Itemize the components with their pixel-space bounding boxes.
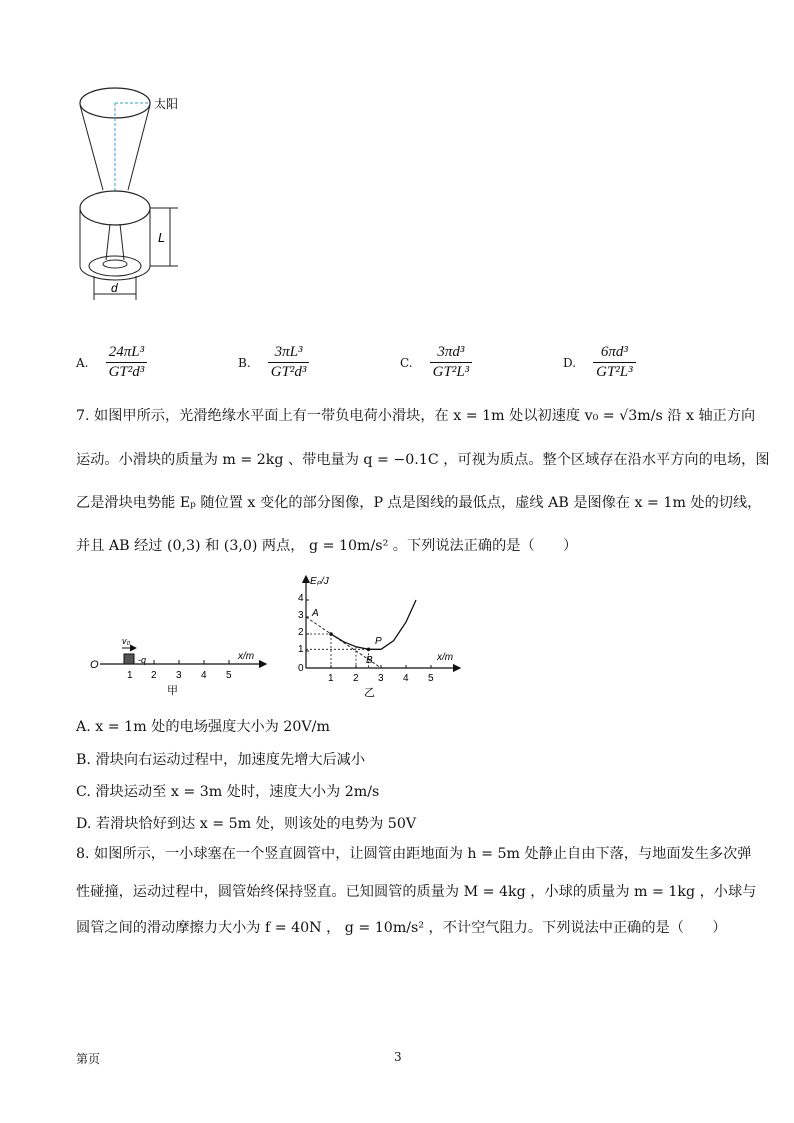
ep-curve	[331, 600, 416, 649]
x-tick-3: 3	[378, 673, 384, 684]
x-tick-2: 2	[353, 673, 359, 684]
figure-yi-chart	[290, 572, 470, 700]
q7-line-2: 运动。小滑块的质量为 m = 2kg 、带电量为 q = −0.1C ，可视为质点。整个区域存在沿水平方向的电场，图	[76, 452, 770, 468]
q7-option-d[interactable]: D. 若滑块恰好到达 x = 5m 处，则该处的电势为 50V	[76, 816, 417, 832]
sun-tube-figure	[70, 78, 210, 303]
x-tick-4: 4	[403, 673, 409, 684]
y-tick-3: 3	[298, 610, 304, 621]
origin-label: O	[90, 659, 99, 671]
q8-line-3: 圆管之间的滑动摩擦力大小为 f = 40N ， g = 10m/s² ，不计空气阻力。下列说法中正确的是（ ）	[76, 920, 727, 936]
point-b-label: B	[366, 655, 373, 666]
q7-option-a[interactable]: A. x = 1m 处的电场强度大小为 20V/m	[76, 719, 330, 735]
q6-option-d[interactable]: D. $\frac{\text{6πd³}}{\text{GT²L³}}$	[563, 344, 636, 381]
x-tick-1: 1	[328, 673, 334, 684]
tick-4: 4	[201, 670, 207, 681]
q8-line-1: 8. 如图所示，一小球塞在一个竖直圆管中，让圆管由距地面为 h = 5m 处静止自由下落，与地面发生多次弹	[76, 846, 752, 862]
tick-2: 2	[151, 670, 157, 681]
diameter-label: d	[111, 281, 118, 295]
y-tick-1: 1	[298, 644, 304, 655]
q8-line-2: 性碰撞，运动过程中，圆管始终保持竖直。已知圆管的质量为 M = 4kg ，小球的质量为 m = 1kg ，小球与	[76, 884, 757, 900]
point-a	[329, 632, 333, 636]
point-a-label: A	[312, 608, 319, 619]
figure-jia	[86, 632, 286, 697]
point-p	[367, 648, 371, 652]
tick-1: 1	[127, 670, 133, 681]
footer-left: 第页	[76, 1052, 101, 1066]
q6-option-a[interactable]: A. $\frac{\text{24πL³}}{\text{GT²d³}}$	[76, 344, 147, 381]
tick-5: 5	[226, 670, 232, 681]
y-axis-label: Eₚ/J	[310, 576, 329, 587]
q6-option-c[interactable]: C. $\frac{\text{3πd³}}{\text{GT²L³}}$	[400, 344, 472, 381]
charge-label: -q	[138, 655, 147, 665]
length-label: L	[158, 230, 166, 245]
v0-label: v₀	[122, 636, 131, 646]
q7-option-c[interactable]: C. 滑块运动至 x = 3m 处时，速度大小为 2m/s	[76, 784, 380, 800]
point-p-label: P	[375, 636, 382, 647]
q7-option-b[interactable]: B. 滑块向右运动过程中，加速度先增大后减小	[76, 752, 366, 768]
q7-line-1: 7. 如图甲所示，光滑绝缘水平面上有一带负电荷小滑块，在 x = 1m 处以初速度 v₀ = √3m/s 沿 x 轴正方向	[76, 408, 756, 424]
tick-3: 3	[176, 670, 182, 681]
x-tick-5: 5	[428, 673, 434, 684]
page-number: 3	[394, 1050, 402, 1064]
caption-jia: 甲	[167, 685, 178, 697]
q7-line-3: 乙是滑块电势能 Eₚ 随位置 x 变化的部分图像，P 点是图线的最低点，虚线 AB 是图像在 x = 1m 处的切线，	[76, 495, 762, 511]
y-tick-0: 0	[298, 663, 304, 674]
caption-yi: 乙	[364, 687, 375, 699]
q6-option-b[interactable]: B. $\frac{\text{3πL³}}{\text{GT²d³}}$	[238, 344, 309, 381]
x-axis-label-yi: x/m	[437, 652, 454, 663]
y-tick-2: 2	[298, 627, 304, 638]
q7-line-4: 并且 AB 经过 (0,3) 和 (3,0) 两点， g = 10m/s² 。下列说法正确的是（ ）	[76, 538, 578, 554]
x-axis-label: x/m	[238, 651, 255, 662]
sun-label: 太阳	[154, 97, 179, 111]
y-tick-4: 4	[298, 593, 304, 604]
